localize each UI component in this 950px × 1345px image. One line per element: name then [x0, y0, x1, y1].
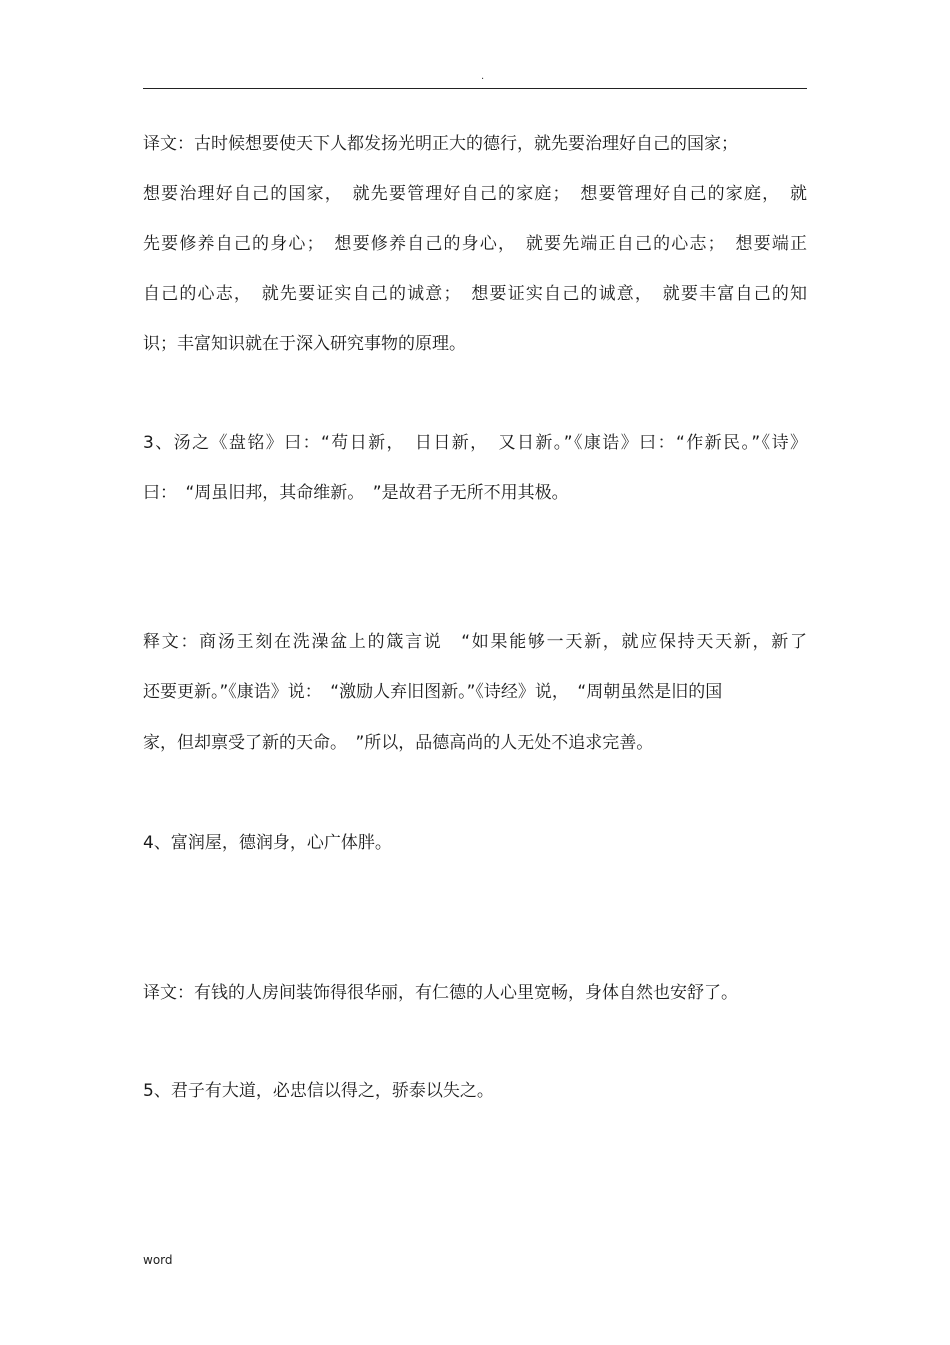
text-line: 译文：古时候想要使天下人都发扬光明正大的德行，就先要治理好自己的国家； [143, 134, 738, 154]
text-line: 还要更新。”《康诰》说： “激励人弃旧图新。”《诗经》说， “周朝虽然是旧的国 [143, 682, 723, 702]
text-line: 释文：商汤王刻在洗澡盆上的箴言说 “如果能够一天新，就应保持天天新，新了 [143, 632, 807, 652]
paragraph-translation-4: 译文：有钱的人房间装饰得很华丽，有仁德的人心里宽畅，身体自然也安舒了。 [143, 983, 738, 1003]
text-line: 曰： “周虽旧邦，其命维新。 ”是故君子无所不用其极。 [143, 483, 569, 503]
header-rule [143, 88, 807, 89]
paragraph-item-5: 5、君子有大道，必忠信以得之，骄泰以失之。 [143, 1081, 494, 1101]
text-line: 3、汤之《盘铭》曰：“苟日新， 日日新， 又日新。”《康诰》曰：“作新民。”《诗》 [143, 433, 807, 453]
text-line: 想要治理好自己的国家， 就先要管理好自己的家庭； 想要管理好自己的家庭， 就 [143, 184, 807, 204]
header-mark: . [481, 71, 485, 82]
text-line: 自己的心志， 就先要证实自己的诚意； 想要证实自己的诚意， 就要丰富自己的知 [143, 284, 807, 304]
text-line: 识；丰富知识就在于深入研究事物的原理。 [143, 334, 466, 354]
footer-label: word [143, 1253, 173, 1267]
paragraph-item-4: 4、富润屋，德润身，心广体胖。 [143, 833, 392, 853]
text-line: 家，但却禀受了新的天命。 ”所以，品德高尚的人无处不追求完善。 [143, 733, 654, 753]
text-line: 先要修养自己的身心； 想要修养自己的身心， 就要先端正自己的心志； 想要端正 [143, 234, 807, 254]
